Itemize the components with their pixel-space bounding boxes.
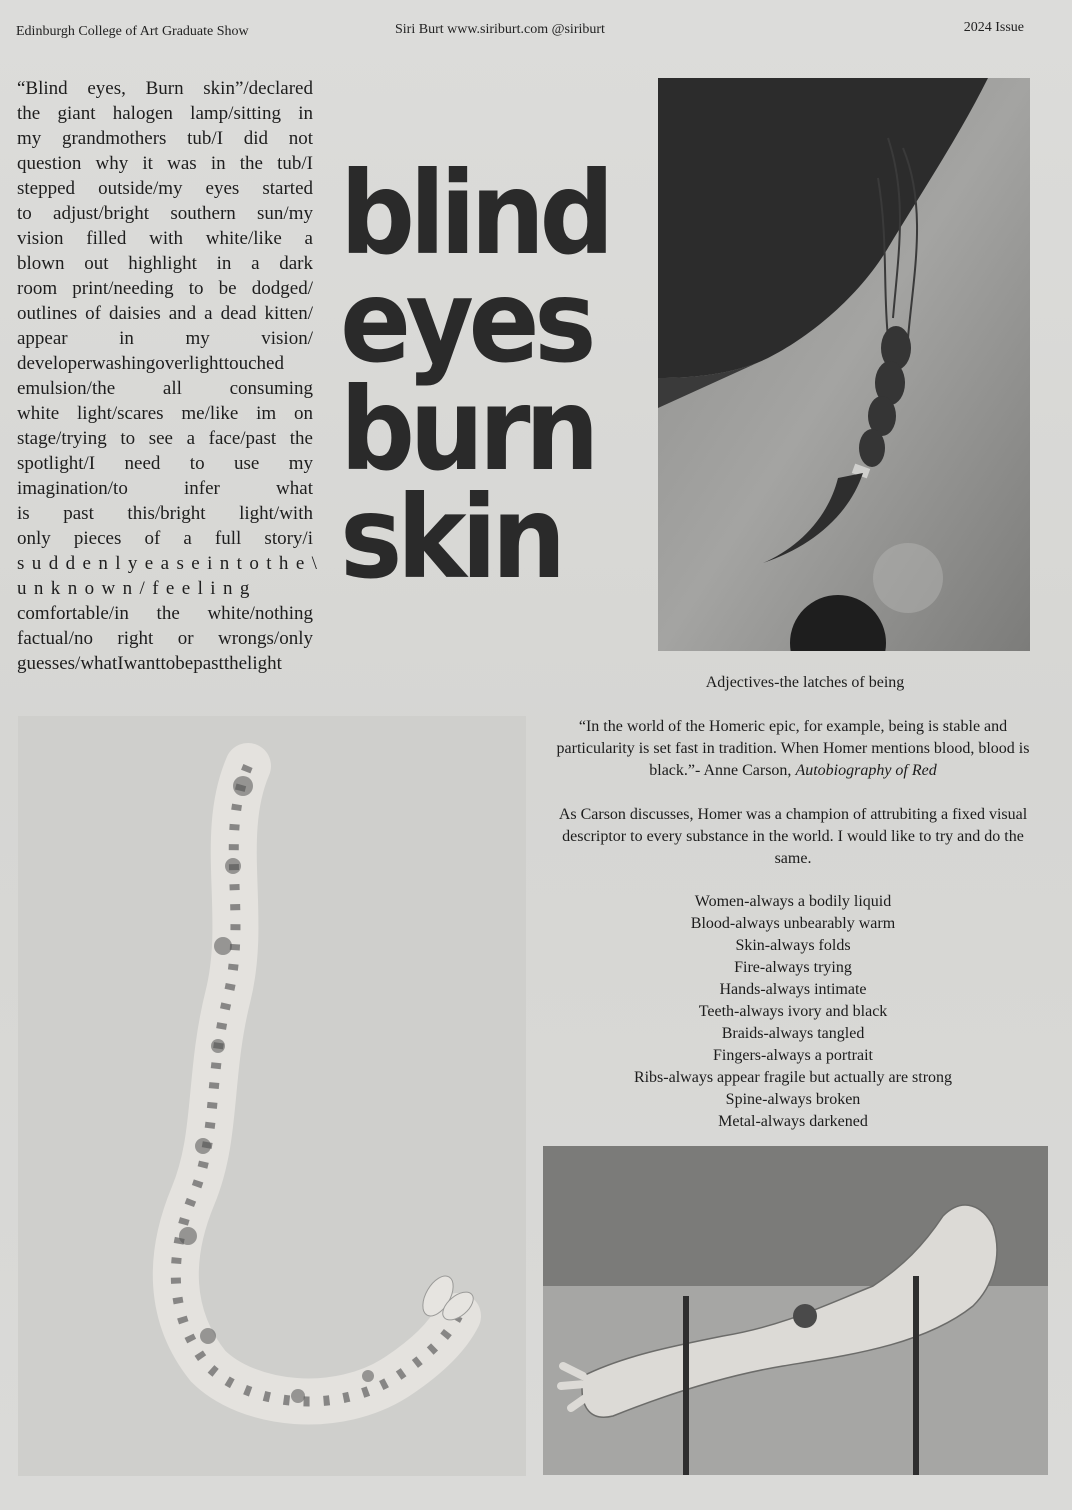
photo-caption: Adjectives-the latches of being bbox=[705, 674, 905, 691]
list-item: Ribs-always appear fragile but actually are strong bbox=[633, 1069, 953, 1086]
poem-line: unknown/feeling bbox=[17, 578, 257, 599]
carson-paragraph: As Carson discusses, Homer was a champion of attrubiting a fixed visual descriptor to every substance in the world. I would like to try and do the same. bbox=[558, 806, 1028, 867]
poem-line: room print/needing to be dodged/ bbox=[17, 278, 313, 299]
list-item: Spine-always broken bbox=[725, 1091, 861, 1108]
poem-text bbox=[17, 76, 325, 676]
poem-line: blown out highlight in a dark bbox=[17, 253, 313, 274]
carson-quote bbox=[556, 716, 1030, 782]
clay-hand-photo bbox=[543, 1146, 1048, 1475]
poem-line: developerwashingoverlighttouched bbox=[17, 353, 284, 374]
poem-line: to adjust/bright southern sun/my bbox=[17, 203, 313, 224]
poem-line: only pieces of a full story/i bbox=[17, 528, 313, 549]
poem-line: emulsion/the all consuming bbox=[17, 378, 313, 399]
poem-line: question why it was in the tub/I bbox=[17, 153, 313, 174]
poem-line: spotlight/I need to use my bbox=[17, 453, 313, 474]
poem-line: the giant halogen lamp/sitting in bbox=[17, 103, 313, 124]
list-item: Skin-always folds bbox=[735, 937, 851, 954]
poem-line: “Blind eyes, Burn skin”/declared bbox=[17, 78, 313, 99]
list-item: Metal-always darkened bbox=[718, 1113, 868, 1130]
descriptor-list bbox=[556, 891, 1030, 1133]
headline-word: skin bbox=[340, 471, 561, 604]
publication-name: Edinburgh College of Art Graduate Show bbox=[16, 24, 249, 39]
artist-credit: Siri Burt www.siriburt.com @siriburt bbox=[395, 22, 605, 37]
poem-line: my grandmothers tub/I did not bbox=[17, 128, 313, 149]
headline-word: blind bbox=[340, 147, 610, 280]
poem-line: imagination/to infer what bbox=[17, 478, 313, 499]
poem-line: comfortable/in the white/nothing bbox=[17, 603, 313, 624]
headline-word: burn bbox=[340, 363, 595, 496]
issue-label: 2024 Issue bbox=[963, 20, 1024, 35]
poem-line: guesses/whatIwanttobepastthelight bbox=[17, 653, 282, 674]
headline-word: eyes bbox=[340, 255, 591, 388]
list-item: Fire-always trying bbox=[734, 959, 852, 976]
list-item: Blood-always unbearably warm bbox=[690, 915, 896, 932]
poem-line: factual/no right or wrongs/only bbox=[17, 628, 313, 649]
poem-line: vision filled with white/like a bbox=[17, 228, 313, 249]
list-item: Fingers-always a portrait bbox=[713, 1047, 873, 1064]
book-title: Autobiography of Red bbox=[795, 762, 937, 779]
poem-line: white light/scares me/like im on bbox=[17, 403, 313, 424]
list-item: Teeth-always ivory and black bbox=[698, 1003, 888, 1020]
poem-line: appear in my vision/ bbox=[17, 328, 313, 349]
poem-line: suddenlyeaseintothe\ bbox=[17, 553, 325, 574]
list-item: Hands-always intimate bbox=[719, 981, 867, 998]
braided-hair-photo bbox=[658, 78, 1030, 651]
poem-line: is past this/bright light/with bbox=[17, 503, 313, 524]
poem-line: stage/trying to see a face/past the bbox=[17, 428, 313, 449]
quote-text: “In the world of the Homeric epic, for example, being is stable and particularity is set fast in tradition. When Homer mentions blood, blood is black.”- Anne Carson, bbox=[556, 718, 1030, 779]
poem-line: outlines of daisies and a dead kitten/ bbox=[17, 303, 313, 324]
poem-line: stepped outside/my eyes started bbox=[17, 178, 313, 199]
list-item: Braids-always tangled bbox=[721, 1025, 865, 1042]
headline bbox=[340, 147, 634, 604]
clay-braid-photo bbox=[18, 716, 526, 1476]
list-item: Women-always a bodily liquid bbox=[694, 893, 892, 910]
